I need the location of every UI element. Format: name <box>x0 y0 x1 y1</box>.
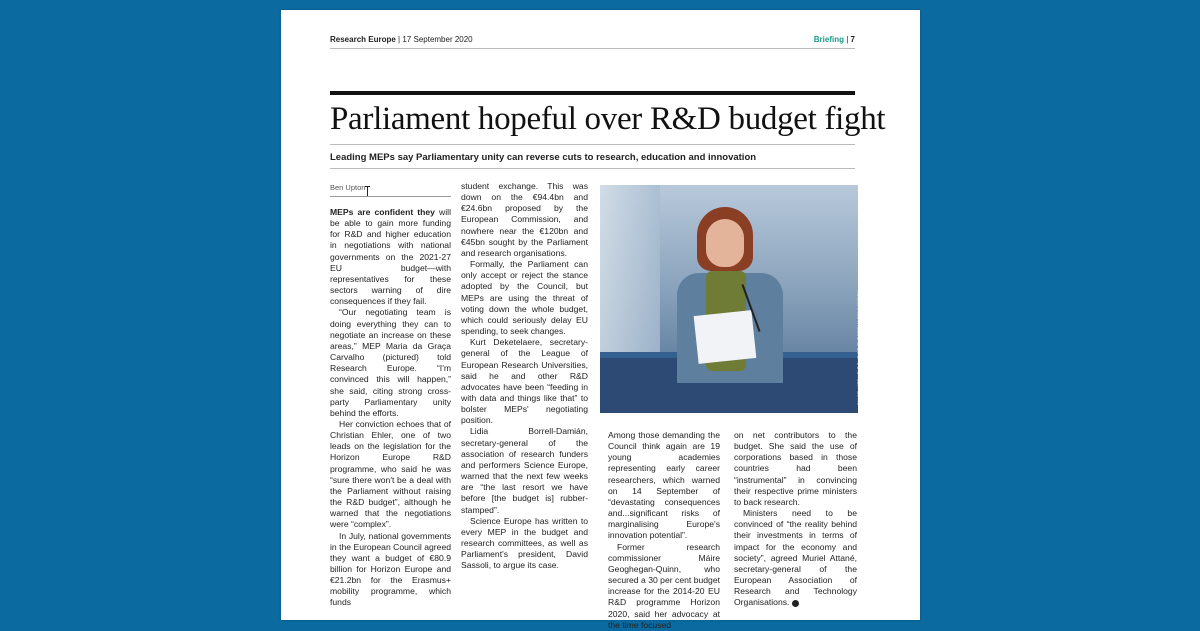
text-cursor-icon <box>367 186 368 196</box>
page-number: 7 <box>850 35 855 44</box>
paragraph: Among those demanding the Council think again are 19 young academies representing early career researchers, which warned on 14 September of “devastating consequences and...significant risks of marginalising Europe's innovation potential”. <box>608 430 720 541</box>
article-column-1 <box>330 207 451 609</box>
headline-top-rule <box>330 91 855 95</box>
paragraph: Formally, the Parliament can only accept or reject the stance adopted by the Council, but MEPs are using the threat of voting down the whole budget, which could seriously delay EU spending, to seek changes. <box>461 259 588 337</box>
paragraph: “Our negotiating team is doing everything they can to negotiate an increase on these areas,” MEP Maria da Graça Carvalho (pictured) told Research Europe. “I'm convinced this will happen,” she said, citing strong cross-party Parliamentary unity behind the efforts. <box>330 307 451 418</box>
paragraph <box>734 508 857 608</box>
lead-in: MEPs are confident they <box>330 207 435 217</box>
paragraph: Kurt Deketelaere, secretary-general of the League of European Research Universities, said he and other R&D advocates have been “feeding in with data and things like that” to bolster MEPs' negotiating position. <box>461 337 588 426</box>
newspaper-page <box>281 10 920 630</box>
paragraph: student exchange. This was down on the €94.4bn and €24.6bn proposed by the European Commission, and nowhere near the €120bn and €45bn sought by the Parliament and research organisations. <box>461 181 588 258</box>
issue-date: 17 September 2020 <box>402 35 473 44</box>
paragraph <box>330 207 451 307</box>
article-column-3 <box>608 430 720 631</box>
publication-name: Research Europe <box>330 35 396 44</box>
photo-speaker-face <box>706 219 744 267</box>
header-separator: | <box>846 35 849 44</box>
article-standfirst: Leading MEPs say Parliamentary unity can reverse cuts to research, education and innovation <box>330 152 757 163</box>
paragraph: Lidia Borrell-Damián, secretary-general of the association of research funders and performers Science Europe, warned that the next few weeks are “the last resort we have before [the budget is] rubber-stamped”. <box>461 426 588 515</box>
lead-paragraph-text: will be able to gain more funding for R&D and higher education in negotiations with national governments on the 2021-27 EU budget—with representatives for these sectors warning of dire consequences if they fail. <box>330 207 451 307</box>
paragraph: Former research commissioner Máire Geoghegan-Quinn, who secured a 30 per cent budget increase for the 2014-20 EU R&D programme Horizon 2020, said her advocacy at the time focused <box>608 541 720 630</box>
arrow-circle-icon: ➜ <box>792 600 799 607</box>
byline-rule <box>330 196 451 197</box>
photo-speaker-notes <box>694 310 757 364</box>
paragraph: on net contributors to the budget. She said the use of corporations based in those countries had been “instrumental” in convincing their respective prime ministers to back research. <box>734 430 857 507</box>
article-column-4 <box>734 430 857 609</box>
paragraph: Science Europe has written to every MEP in the budget and research committees, as well as Parliament's president, David Sassoli, to argue its case. <box>461 515 588 571</box>
paragraph: Her conviction echoes that of Christian Ehler, one of two leads on the legislation for the Horizon Europe R&D programme, who said he was “sure there won't be a deal with the Parliament without raising the R&D budget”, although he warned that the negotiations were “complex”. <box>330 418 451 530</box>
headline-rule <box>330 144 855 145</box>
byline: Ben Upton <box>330 183 366 192</box>
article-photo <box>600 185 862 413</box>
closing-paragraph-text: Ministers need to be convinced of “the reality behind their investments in terms of impact for the economy and society”, agreed Muriel Attané, secretary-general of the European Association of Research and Technology Organisations. <box>734 508 857 608</box>
paragraph: In July, national governments in the European Council agreed they want a budget of €80.9 billion for Horizon Europe and €21.2bn for the Erasmus+ mobility programme, which funds <box>330 530 451 608</box>
standfirst-rule <box>330 168 855 169</box>
header-rule <box>330 48 855 49</box>
article-headline: Parliament hopeful over R&D budget fight <box>330 101 886 137</box>
photo-credit: IMAGE: MRT HELT-DURIOT, EUROPEAN COMMISSION <box>857 290 862 406</box>
running-header <box>330 35 855 47</box>
header-separator: | <box>398 35 401 44</box>
article-column-2 <box>461 181 588 571</box>
section-label: Briefing <box>813 35 844 44</box>
